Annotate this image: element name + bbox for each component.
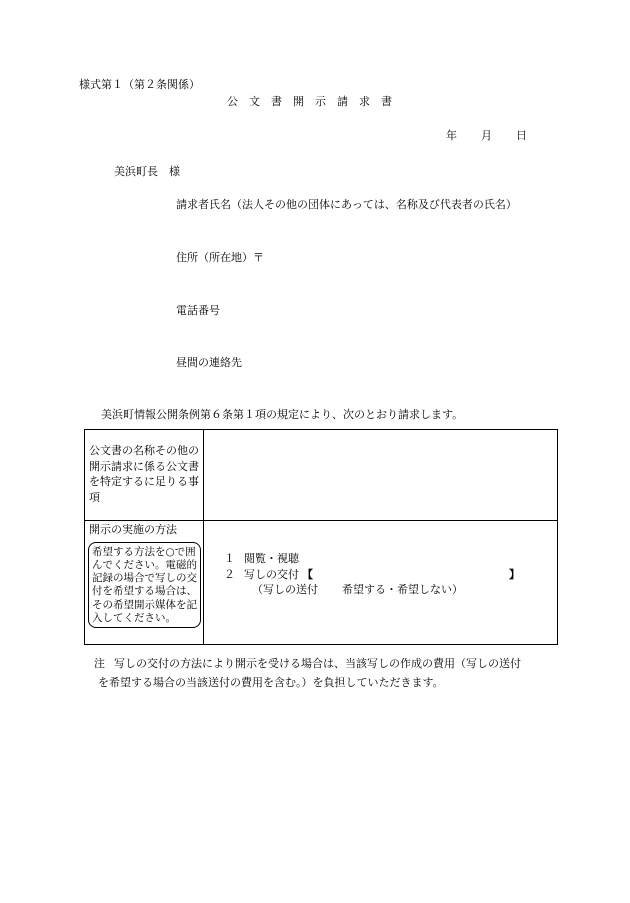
note-mark: 注 xyxy=(94,657,105,670)
disclosure-method-hint: 希望する方法を○で囲んでください。電磁的記録の場合で写しの交付を希望する場合は、その希望開示媒体を記入してください。 xyxy=(88,542,201,629)
media-bracket-close: 】 xyxy=(509,567,520,581)
daytime-contact-field: 昼間の連絡先 xyxy=(176,356,242,369)
date-line xyxy=(446,129,527,142)
form-number-label: 様式第１（第２条関係） xyxy=(79,78,200,91)
cost-note xyxy=(94,654,564,692)
option-copy-delivery[interactable] xyxy=(224,567,557,583)
document-specification-input-cell[interactable] xyxy=(204,430,558,521)
address-field: 住所（所在地）〒 xyxy=(176,251,264,264)
media-bracket-open: 【 xyxy=(302,567,313,581)
phone-field: 電話番号 xyxy=(176,304,220,317)
disclosure-method-label-cell xyxy=(85,521,204,645)
option-viewing[interactable] xyxy=(224,551,557,567)
disclosure-method-options-cell xyxy=(204,521,558,645)
option-1-label: 閲覧・視聴 xyxy=(244,552,299,565)
disclosure-method-label: 開示の実施の方法 xyxy=(89,523,177,536)
mail-delivery-label: （写しの送付 xyxy=(252,583,318,596)
table-row xyxy=(85,521,558,645)
request-intro-text: 美浜町情報公開条例第６条第１項の規定により、次のとおり請求します。 xyxy=(101,408,464,421)
mail-delivery-options: 希望する・希望しない） xyxy=(342,583,463,596)
date-month-label: 月 xyxy=(481,129,492,142)
note-line-1: 写しの交付の方法により開示を受ける場合は、当該写しの作成の費用（写しの送付 xyxy=(114,657,521,670)
note-line-2: を希望する場合の当該送付の費用を含む。）を負担していただきます。 xyxy=(98,676,444,689)
table-row xyxy=(85,430,558,521)
date-year-label: 年 xyxy=(446,129,457,142)
request-table xyxy=(84,429,558,645)
mail-delivery-choice[interactable] xyxy=(224,582,557,598)
option-2-label: 写しの交付 xyxy=(244,567,299,581)
document-title: 公文書開示請求書 xyxy=(227,95,403,108)
requester-name-field: 請求者氏名（法人その他の団体にあっては、名称及び代表者の氏名） xyxy=(176,198,517,211)
date-day-label: 日 xyxy=(516,129,527,142)
document-specification-label: 公文書の名称その他の開示請求に係る公文書を特定するに足りる事項 xyxy=(89,444,199,504)
option-1-number: １ xyxy=(224,552,235,565)
addressee: 美浜町長 様 xyxy=(114,165,180,178)
document-specification-label-cell xyxy=(85,430,204,521)
option-2-number: ２ xyxy=(224,567,235,581)
